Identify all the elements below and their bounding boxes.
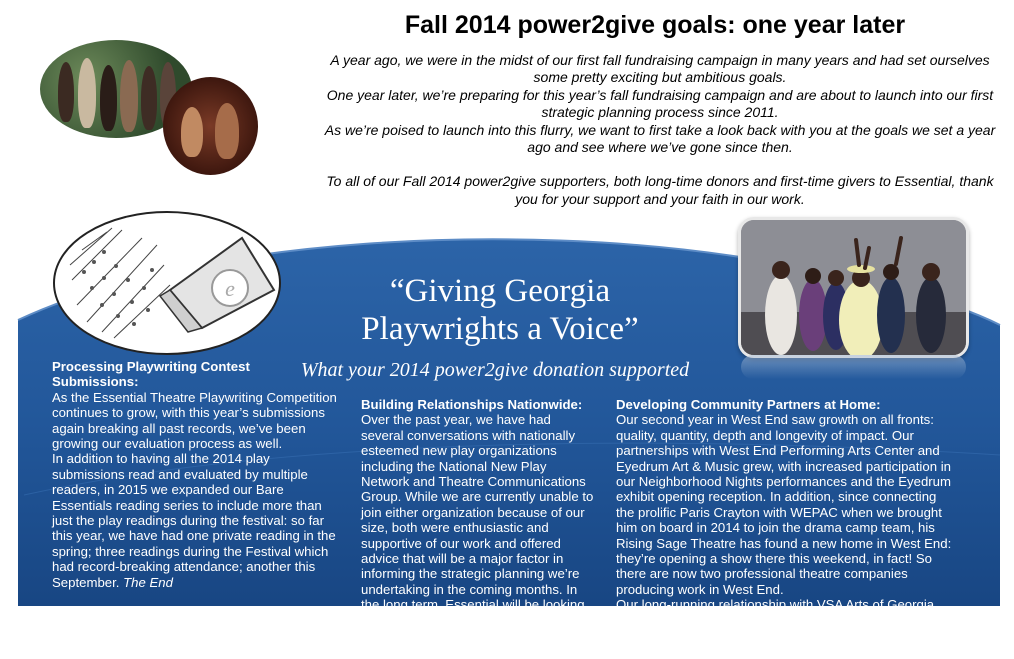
stage-scene-photo (163, 77, 258, 175)
column-1-paragraph-2-text: In addition to having all the 2014 play submissions read and evaluated by multiple readers, in 2015 we expanded our Bare Essentials reading series to include more than just the play readings during the festival: so far this year, we have had one private reading in the spring; three readings during the Festival which had record-breaking attendance; another this September. (52, 451, 336, 590)
intro-text (320, 52, 1000, 208)
intro-paragraph-1: A year ago, we were in the midst of our first fall fundraising campaign in many years and had set ourselves some pretty exciting but ambitious goals. (330, 52, 990, 86)
banner-quote (290, 272, 710, 348)
banner-quote-line-1: “Giving Georgia (389, 273, 611, 309)
column-1-paragraph-1: As the Essential Theatre Playwriting Competition continues to grow, with this year’s submissions again breaking all past records, we’ve been growing our evaluation process as well. (52, 389, 337, 452)
column-2-body: Over the past year, we have had several conversations with nationally esteemed new play organizations including the National New Play Network and Theatre Communications Group. While we are currently unable to join either organization because of our size, both were enthusiastic and supportive of our work and offered advice that will be a major factor in informing the strategic planning we’re undertaking in the coming months. In the long term, Essential will be looking (361, 412, 594, 613)
column-1-paragraph-2 (52, 451, 337, 590)
column-1-italic-title: The End (123, 574, 173, 590)
page-title: Fall 2014 power2give goals: one year later (404, 11, 906, 39)
column-3-paragraph-1: Our second year in West End saw growth on all fronts: quality, quantity, depth and longevity of impact. Our partnerships with West End Performing Arts Center and Eyedrum Art & Music grew, with increased participation in our Neighborhood Nights performances and the Eyedrum exhibit opening reception. In addition, since connecting the prolific Paris Crayton with WEPAC when we brought him on board in 2014 to join the drama camp team, his Rising Sage Theatre has found a new home in West End: they’re opening a show there this weekend, in fact! So there are now two professional theatre companies producing work in West End. (616, 412, 952, 597)
column-relationships-nationwide (361, 397, 594, 613)
megaphone-crowd-drawing (52, 210, 282, 356)
intro-thank-you: To all of our Fall 2014 power2give supporters, both long-time donors and first-time givers to Essential, thank you for your support and your faith in our work. (326, 173, 994, 207)
column-community-partners (616, 397, 956, 659)
column-playwriting-contest (52, 359, 337, 590)
column-3-heading: Developing Community Partners at Home: (616, 397, 881, 412)
column-2-heading: Building Relationships Nationwide: (361, 397, 583, 412)
photo-reflection (741, 355, 966, 379)
banner-quote-line-2: Playwrights a Voice” (361, 311, 639, 347)
essential-logo: e (225, 276, 235, 301)
column-3-paragraph-2: Our long-running relationship with VSA Arts of Georgia also saw escalating participation in 2015. “Essential Theatre productions are always so emotionally thought provoking and (616, 597, 936, 659)
column-1-heading: Processing Playwriting Contest Submissions: (52, 359, 250, 390)
intro-paragraph-3: As we’re poised to launch into this flurry, we want to first take a look back with you at the goals we set a year ago and see where we’ve gone since then. (324, 121, 996, 156)
banner-subtitle: What your 2014 power2give donation supported (300, 359, 690, 381)
cast-performance-photo (738, 217, 969, 358)
intro-paragraph-2: One year later, we’re preparing for this year’s fall fundraising campaign and are about to launch into our first strategic planning process since 2011. (326, 86, 994, 121)
